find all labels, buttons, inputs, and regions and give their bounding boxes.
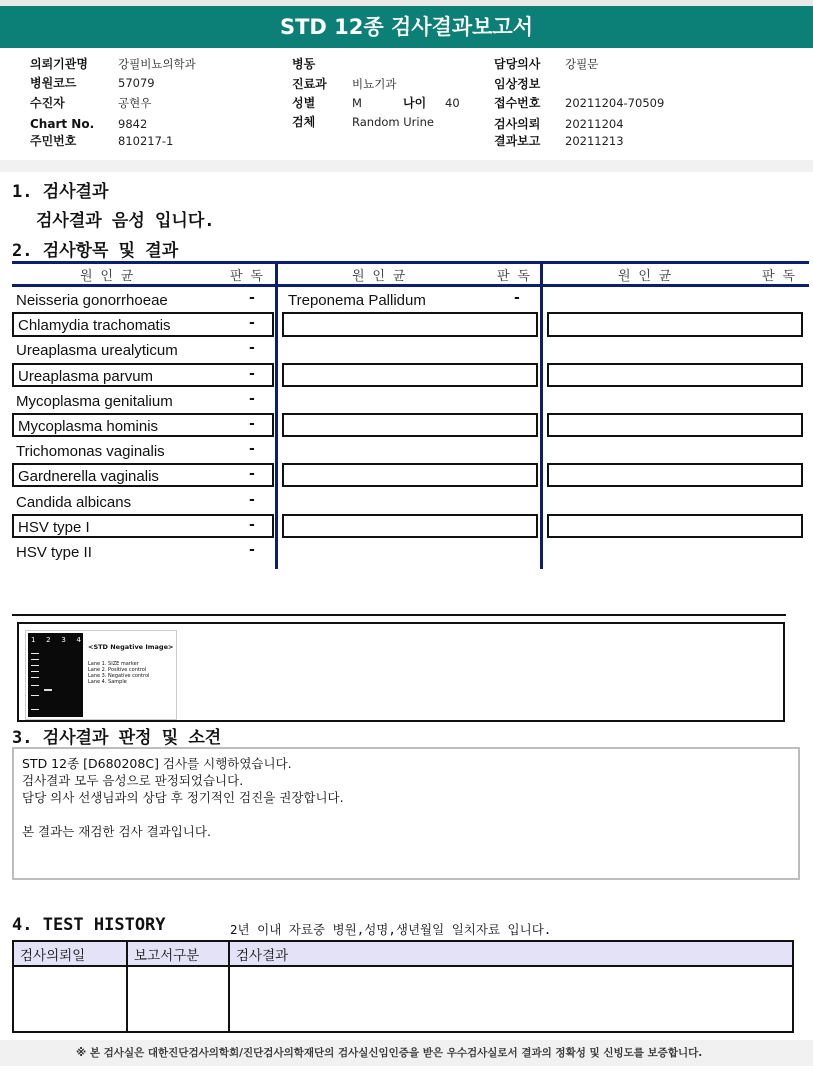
history-cell [13,966,127,1032]
col2-pathogen-header: 원 인 균 [352,269,406,284]
col1-row-10-name: HSV type I [18,519,90,536]
col1-pathogen-header: 원 인 균 [80,269,134,284]
grid-header-rule [12,284,809,287]
rrn-label: 주민번호 [30,134,77,148]
receipt-value: 20211204-70509 [565,96,665,110]
col1-row-8-name: Gardnerella vaginalis [18,468,159,485]
grid-divider-2 [540,261,543,569]
marker-band [31,709,39,710]
col3-pathogen-header: 원 인 균 [618,269,672,284]
history-cell [127,966,229,1032]
col1-row-1-result: - [249,290,255,306]
specimen-label: 검체 [292,115,316,129]
ward-label: 병동 [292,57,316,71]
gel-divider-line [12,614,786,616]
col2-result-header: 판 독 [497,269,530,284]
col1-row-5-result: - [249,391,255,407]
col2-row-2-box [282,312,538,337]
col2-row-4-box [282,363,538,387]
request-label: 검사의뢰 [494,117,541,131]
history-col-report-type: 보고서구분 [127,941,229,966]
report-title: STD 12종 검사결과보고서 [0,6,813,48]
col1-row-9-name: Candida albicans [16,494,132,511]
section1-heading: 1. 검사결과 [12,182,109,202]
gel-title: <STD Negative Image> [88,643,174,651]
marker-band [31,677,39,678]
col2-row-6-box [282,413,538,437]
specimen-value: Random Urine [352,115,434,129]
col2-row-1-result: - [514,290,520,306]
col3-row-8-box [547,463,803,487]
col3-row-4-box [547,363,803,387]
history-empty-row [13,966,793,1032]
col1-row-9-result: - [249,492,255,508]
lane-numbers [31,636,81,644]
gel-image [25,630,177,720]
col1-row-3-name: Ureaplasma urealyticum [16,342,178,359]
marker-band [31,659,39,660]
marker-band [31,685,39,686]
marker-band [31,653,39,654]
request-value: 20211204 [565,117,624,131]
section3-heading: 3. 검사결과 판정 및 소견 [12,728,222,748]
grid-top-rule [12,261,809,264]
findings-line: STD 12종 [D680208C] 검사를 시행하였습니다. [22,756,292,771]
col1-row-11-result: - [249,542,255,558]
col1-row-6-name: Mycoplasma hominis [18,418,159,435]
history-table [12,940,794,1033]
findings-line: 담당 의사 선생님과의 상담 후 정기적인 검진을 권장합니다. [22,790,344,805]
history-col-result: 검사결과 [229,941,793,966]
doctor-label: 담당의사 [494,57,541,71]
patient-value: 공현우 [118,96,152,110]
hospital-code-value: 57079 [118,76,155,90]
col1-row-7-name: Trichomonas vaginalis [16,443,165,460]
gel-lanes-panel [28,633,83,717]
lane-number: 3 [61,636,66,644]
grid-divider-1 [275,261,278,569]
col3-row-2-box [547,312,803,337]
findings-line [22,806,790,823]
report-date-label: 결과보고 [494,134,541,148]
marker-band [31,671,39,672]
positive-control-band [44,689,52,691]
col1-row-10-result: - [249,517,255,533]
findings-line: 검사결과 모두 음성으로 판정되었습니다. [22,773,244,788]
clinical-label: 임상정보 [494,77,541,91]
col1-row-4-name: Ureaplasma parvum [18,368,154,385]
lane-number: 2 [46,636,51,644]
age-value: 40 [445,96,460,110]
hospital-code-label: 병원코드 [30,76,77,90]
history-cell [229,966,793,1032]
col3-result-header: 판 독 [762,269,795,284]
chart-value: 9842 [118,117,148,131]
dept-label: 진료과 [292,77,327,91]
findings-line: 본 결과는 재검한 검사 결과입니다. [22,824,211,839]
col3-row-6-box [547,413,803,437]
marker-band [31,665,39,666]
col1-row-2-result: - [249,315,255,331]
patient-label: 수진자 [30,96,65,110]
col1-row-3-result: - [249,340,255,356]
rrn-value: 810217-1 [118,134,174,148]
col1-row-11-name: HSV type II [16,544,92,561]
lane-number: 1 [31,636,36,644]
result-summary: 검사결과 음성 입니다. [36,211,215,231]
section4-heading: 4. TEST HISTORY [12,915,166,935]
gel-legend-item: Lane 1. SIZE marker [88,661,139,667]
col1-row-4-result: - [249,366,255,382]
gel-legend-item: Lane 3. Negative control [88,673,150,679]
history-col-request-date: 검사의뢰일 [13,941,127,966]
col1-row-2-name: Chlamydia trachomatis [18,317,171,334]
dept-value: 비뇨기과 [352,77,397,91]
history-header-row [13,941,793,966]
age-label: 나이 [403,96,427,110]
gel-legend-item: Lane 2. Positive control [88,667,147,673]
institution-label: 의뢰기관명 [30,57,88,71]
doctor-value: 강필문 [565,57,599,71]
gel-legend-item: Lane 4. Sample [88,679,127,685]
col1-row-5-name: Mycoplasma genitalium [16,393,173,410]
receipt-label: 접수번호 [494,96,541,110]
chart-label: Chart No. [30,117,95,131]
header-separator [0,160,813,172]
col1-row-1-name: Neisseria gonorrhoeae [16,292,168,309]
col2-row-10-box [282,514,538,538]
sex-value: M [352,96,362,110]
lane-number: 4 [76,636,81,644]
col1-row-8-result: - [249,466,255,482]
section2-heading: 2. 검사항목 및 결과 [12,241,179,261]
col2-row-1-name: Treponema Pallidum [288,292,426,309]
gel-legend [88,661,149,685]
col1-row-7-result: - [249,441,255,457]
col1-row-6-result: - [249,416,255,432]
col1-result-header: 판 독 [230,269,263,284]
col3-row-10-box [547,514,803,538]
marker-band [31,695,39,696]
footer-certification: ※ 본 검사실은 대한진단검사의학회/진단검사의학재단의 검사실신임인증을 받은 우수검사실로서 결과의 정확성 및 신빙도를 보증합니다. [76,1047,703,1059]
col2-row-8-box [282,463,538,487]
findings-box [12,747,800,880]
sex-label: 성별 [292,96,316,110]
gel-image-frame [17,622,785,722]
history-note: 2년 이내 자료중 병원,성명,생년월일 일치자료 입니다. [230,922,552,937]
institution-value: 강필비뇨의학과 [118,57,196,71]
report-date-value: 20211213 [565,134,624,148]
